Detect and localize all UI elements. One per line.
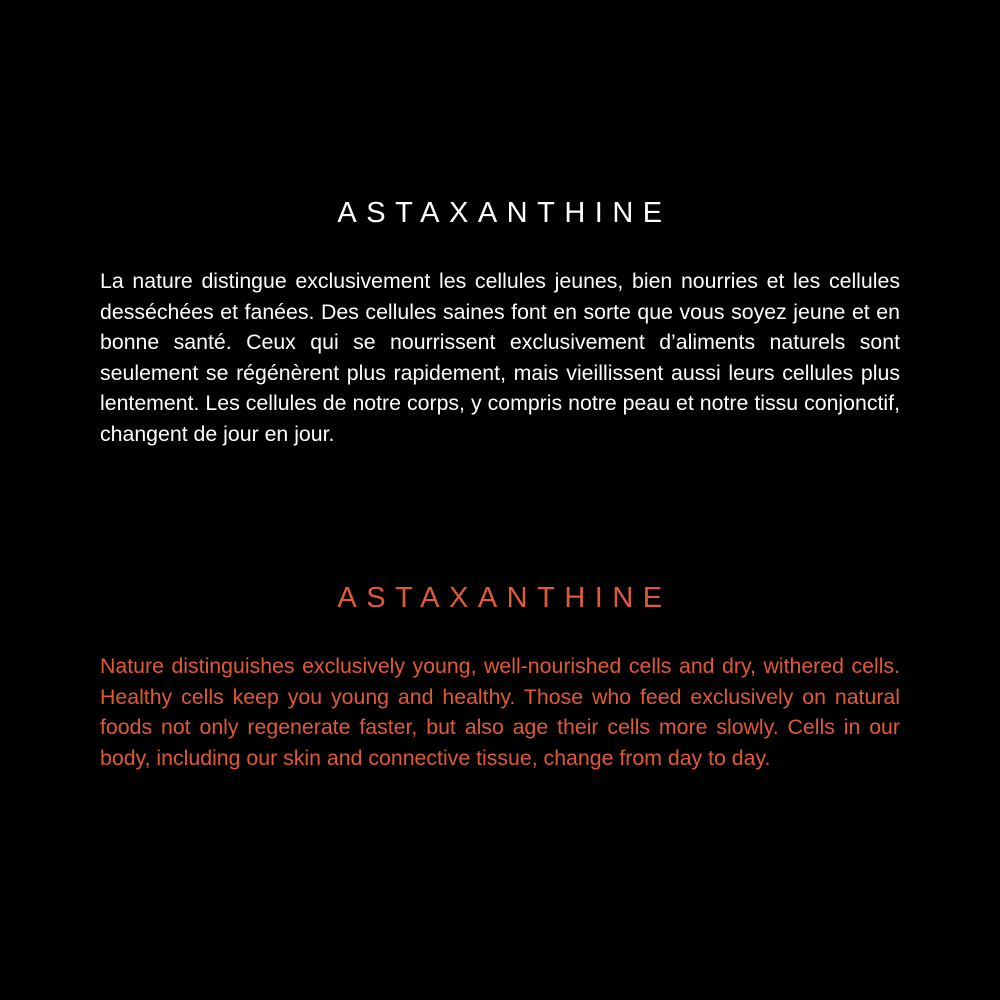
french-paragraph: La nature distingue exclusivement les cellules jeunes, bien nourries et les cellules desséchées et fanées. Des cellules saines font en sorte que vous soyez jeune et en bonne santé. Ceux qui se nourrissent exclusivement d’aliments naturels sont seulement se régénèrent plus rapidement, mais vieillissent aussi leurs cellules plus lentement. Les cellules de notre corps, y compris notre peau et notre tissu conjonctif, changent de jour en jour.: [100, 269, 900, 446]
english-section: [100, 578, 900, 773]
french-title: ASTAXANTHINE: [337, 197, 672, 229]
english-title: ASTAXANTHINE: [337, 582, 672, 614]
french-section: [100, 193, 900, 450]
english-paragraph: Nature distinguishes exclusively young, well-nourished cells and dry, withered cells. Healthy cells keep you young and healthy. Those who feed exclusively on natural foods not only regenerate faster, but also age their cells more slowly. Cells in our body, including our skin and connective tissue, change from day to day.: [100, 654, 900, 770]
